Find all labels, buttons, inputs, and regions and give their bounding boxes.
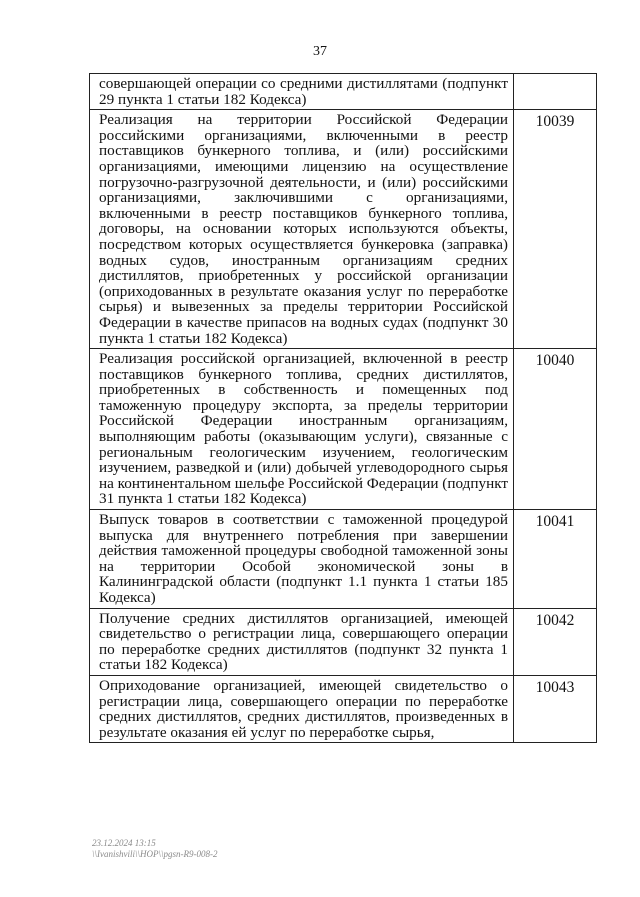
operation-description: Реализация на территории Российской Федерации российскими организациями, включенными в реестр поставщиков бункерного топлива, и (или) российскими организациями, имеющими лицензию на осуществление погрузочно-разгрузочной деятельности, и (или) российскими организациями, заключившими с организациями, включенными в реестр поставщиков бункерного топлива, договоры, на основании которых используются объекты, посредством которых осуществляется бункеровка (заправка) водных судов, иностранным организациям средних дистиллятов, приобретенных у российской организации (оприходованных в результате оказания услуг по переработке сырья) и вывезенных за пределы территории Российской Федерации в качестве припасов на водных судах (подпункт 30 пункта 1 статьи 182 Кодекса) [90, 110, 514, 349]
operation-code: 10039 [514, 110, 597, 349]
table-row [90, 608, 597, 675]
operation-code [514, 74, 597, 110]
footer-file-path: \\Ivanishvili\\HOP\\pgsn-R9-008-2 [92, 849, 218, 859]
table-row [90, 510, 597, 609]
operation-code: 10043 [514, 675, 597, 742]
table-row [90, 110, 597, 349]
document-footer [92, 838, 217, 860]
operation-description: Реализация российской организацией, включенной в реестр поставщиков бункерного топлива, средних дистиллятов, приобретенных в собственность и помещенных под таможенную процедуру экспорта, за пределы территории Российской Федерации иностранным организациям, выполняющим работы (оказывающим услуги), связанные с региональным геологическим изучением, геологическим изучением, разведкой и (или) добычей углеводородного сырья на континентальном шельфе Российской Федерации (подпункт 31 пункта 1 статьи 182 Кодекса) [90, 349, 514, 510]
operation-code: 10041 [514, 510, 597, 609]
footer-timestamp: 23.12.2024 13:15 [92, 838, 156, 848]
operation-description: Выпуск товаров в соответствии с таможенной процедурой выпуска для внутреннего потребления при завершении действия таможенной процедуры свободной таможенной зоны на территории Особой экономической зоны в Калининградской области (подпункт 1.1 пункта 1 статьи 185 Кодекса) [90, 510, 514, 609]
operation-description: Оприходование организацией, имеющей свидетельство о регистрации лица, совершающего операции по переработке средних дистиллятов, средних дистиллятов, произведенных в результате оказания ей услуг по переработке сырья, [90, 675, 514, 742]
table-body [90, 74, 597, 743]
operation-description: совершающей операции со средними дистиллятами (подпункт 29 пункта 1 статьи 182 Кодекса) [90, 74, 514, 110]
codes-table [89, 73, 597, 743]
table-row [90, 74, 597, 110]
operation-code: 10042 [514, 608, 597, 675]
table-row [90, 675, 597, 742]
operation-code: 10040 [514, 349, 597, 510]
operation-description: Получение средних дистиллятов организацией, имеющей свидетельство о регистрации лица, совершающего операции по переработке средних дистиллятов (подпункт 32 пункта 1 статьи 182 Кодекса) [90, 608, 514, 675]
page-number: 37 [313, 44, 327, 59]
table-row [90, 349, 597, 510]
